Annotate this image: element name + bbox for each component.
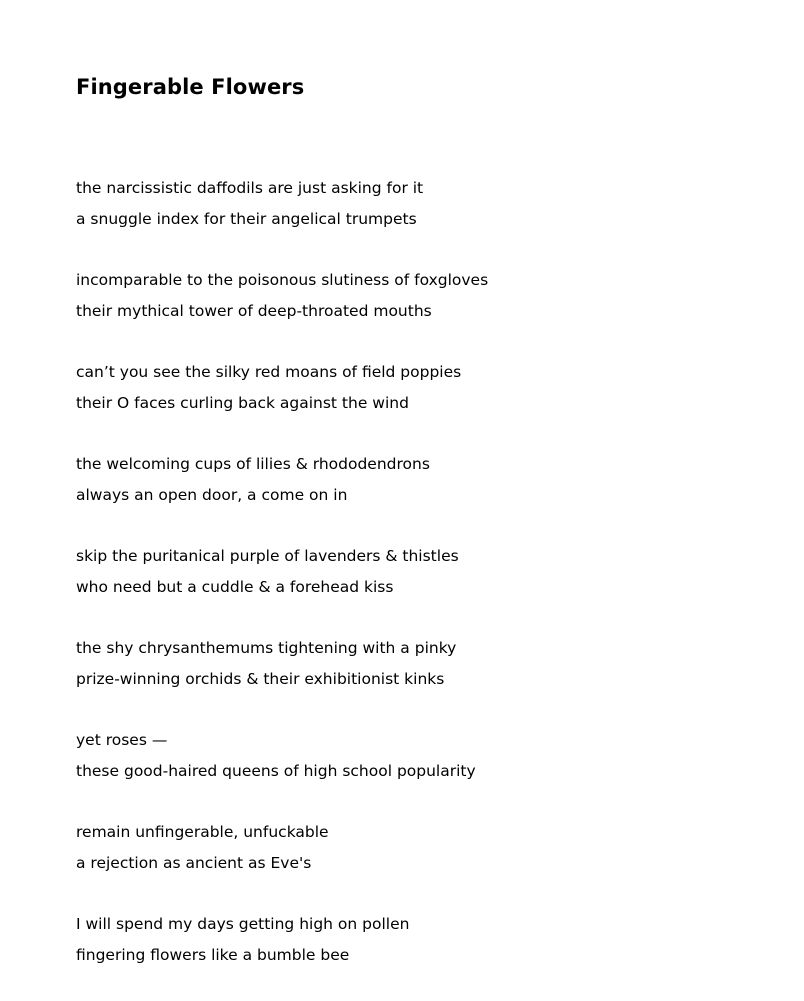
poem-line: I will spend my days getting high on pollen xyxy=(76,915,410,933)
poem-line: who need but a cuddle & a forehead kiss xyxy=(76,577,394,596)
poem-line: remain unfingerable, unfuckable xyxy=(76,823,329,841)
poem-line: the welcoming cups of lilies & rhododendrons xyxy=(76,455,430,473)
stanza xyxy=(76,909,488,1001)
poem-line: incomparable to the poisonous slutiness of foxgloves xyxy=(76,271,489,289)
poem-line: a rejection as ancient as Eve's xyxy=(76,853,312,872)
poem-line: skip the puritanical purple of lavenders & thistles xyxy=(76,547,459,565)
stanza xyxy=(76,449,488,541)
poem-line: their O faces curling back against the wind xyxy=(76,393,409,412)
stanza xyxy=(76,817,488,909)
stanza xyxy=(76,173,488,265)
poem-title: Fingerable Flowers xyxy=(76,75,305,99)
poem-body xyxy=(76,173,488,1001)
poem-line: the narcissistic daffodils are just asking for it xyxy=(76,179,424,197)
poem-line: a snuggle index for their angelical trumpets xyxy=(76,209,417,228)
stanza xyxy=(76,265,488,357)
poem-line: fingering flowers like a bumble bee xyxy=(76,945,350,964)
stanza xyxy=(76,725,488,817)
poem-line: yet roses — xyxy=(76,731,168,749)
poem-line: can’t you see the silky red moans of field poppies xyxy=(76,363,462,381)
poem-line: prize-winning orchids & their exhibitionist kinks xyxy=(76,669,445,688)
stanza xyxy=(76,633,488,725)
stanza xyxy=(76,541,488,633)
poem-line: always an open door, a come on in xyxy=(76,485,348,504)
poem-line: these good-haired queens of high school popularity xyxy=(76,761,476,780)
poem-line: their mythical tower of deep-throated mouths xyxy=(76,301,432,320)
poem-line: the shy chrysanthemums tightening with a pinky xyxy=(76,639,457,657)
stanza xyxy=(76,357,488,449)
